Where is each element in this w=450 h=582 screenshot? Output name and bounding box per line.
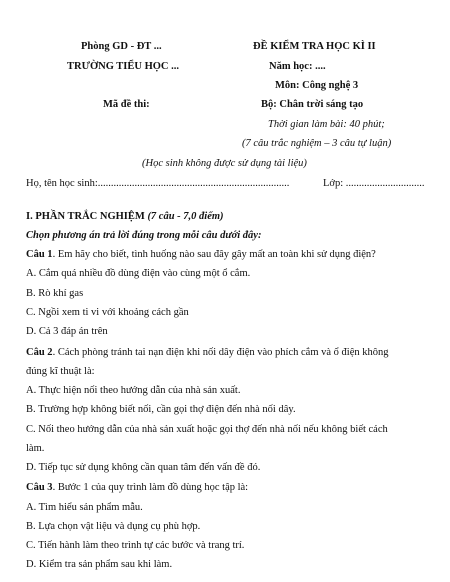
department-name: Phòng GD - ĐT ...	[81, 41, 162, 52]
question-1	[26, 248, 376, 262]
section-instruction: Chọn phương án trả lời đúng trong mỗi câu dưới đây:	[26, 229, 262, 241]
q1-option-a: A. Cắm quá nhiều đồ dùng điện vào cùng một ổ cắm.	[26, 268, 251, 280]
question-text: . Cách phòng tránh tai nạn điện khi nối dây điện vào phích cắm và ổ điện không	[52, 346, 389, 358]
question-3	[26, 481, 248, 495]
q2-option-d: D. Tiếp tục sử dụng không cần quan tâm đến vấn đề đó.	[26, 462, 261, 474]
subject: Môn: Công nghệ 3	[275, 80, 359, 92]
no-materials-note: (Học sinh không được sử dụng tài liệu)	[142, 157, 307, 169]
q3-option-a: A. Tìm hiểu sản phẩm mẫu.	[26, 501, 143, 513]
q3-option-c: C. Tiến hành làm theo trình tự các bước và trang trí.	[26, 539, 245, 551]
q2-option-c: C. Nối theo hướng dẫn của nhà sản xuất hoặc gọi thợ đến nhà nối nếu không biết cách	[26, 424, 388, 435]
section-heading	[26, 210, 224, 224]
q2-option-c-continued: làm.	[26, 443, 45, 455]
q3-option-d: D. Kiểm tra sản phẩm sau khi làm.	[26, 559, 173, 570]
exam-code-label: Mã đề thi:	[103, 99, 150, 111]
q2-option-b: B. Trường hợp không biết nối, cần gọi thợ điện đến nhà nối dây.	[26, 404, 296, 415]
q3-option-b: B. Lựa chọn vật liệu và dụng cụ phù hợp.	[26, 520, 201, 532]
question-2-continued: đúng kĩ thuật là:	[26, 365, 95, 377]
school-name: TRƯỜNG TIỂU HỌC ...	[67, 61, 180, 73]
question-label: Câu 3	[26, 482, 53, 494]
book-set: Bộ: Chân trời sáng tạo	[261, 99, 364, 111]
student-name-line: Họ, tên học sinh:.........................................................................	[26, 177, 290, 189]
exam-title: ĐỀ KIỂM TRA HỌC KÌ II	[253, 41, 376, 52]
exam-structure: (7 câu trắc nghiệm – 3 câu tự luận)	[242, 137, 392, 149]
question-2	[26, 346, 388, 360]
question-label: Câu 2	[26, 346, 53, 358]
exam-time: Thời gian làm bài: 40 phút;	[268, 118, 385, 130]
section-title: I. PHẦN TRẮC NGHIỆM	[26, 210, 145, 222]
section-points: (7 câu - 7,0 điểm)	[147, 210, 224, 222]
student-class-line: Lớp: ..............................	[323, 177, 425, 189]
q1-option-c: C. Ngồi xem ti vi với khoảng cách gần	[26, 307, 189, 319]
question-label: Câu 1	[26, 248, 53, 260]
question-text: . Em hãy cho biết, tình huống nào sau đây gây mất an toàn khi sử dụng điện?	[52, 248, 376, 260]
q1-option-b: B. Rò khí gas	[26, 288, 84, 300]
q2-option-a: A. Thực hiện nối theo hướng dẫn của nhà sản xuất.	[26, 384, 241, 396]
q1-option-d: D. Cả 3 đáp án trên	[26, 326, 108, 338]
school-year: Năm học: ....	[269, 61, 326, 73]
question-text: . Bước 1 của quy trình làm đồ dùng học tập là:	[52, 482, 249, 494]
